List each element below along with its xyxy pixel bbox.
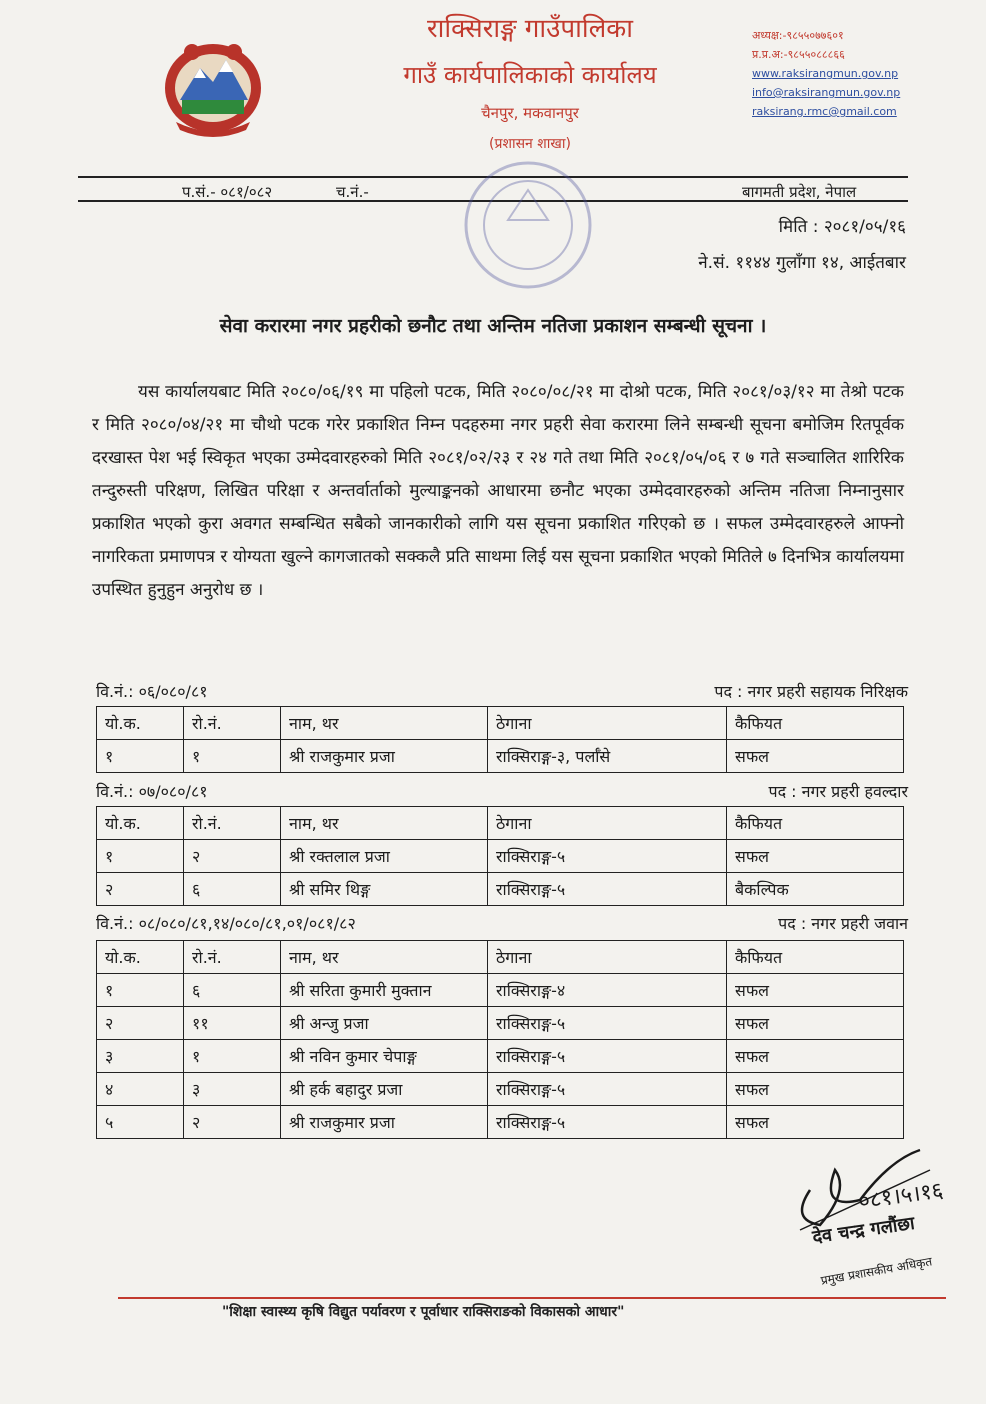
- results-table-1: [96, 706, 904, 773]
- cell-address: राक्सिराङ्ग-५: [488, 873, 727, 906]
- cell-serial: ५: [97, 1106, 184, 1139]
- section-name: (प्रशासन शाखा): [489, 136, 571, 152]
- cell-roll: ६: [184, 873, 281, 906]
- col-roll: रो.नं.: [184, 941, 281, 974]
- signature-date: ०८१।५।१६: [856, 1178, 945, 1215]
- cell-serial: ३: [97, 1040, 184, 1073]
- col-serial: यो.क.: [97, 807, 184, 840]
- chair-phone: अध्यक्ष:-९८५५०७७६०१: [752, 29, 844, 42]
- col-remarks: कैफियत: [727, 707, 904, 740]
- col-serial: यो.क.: [97, 707, 184, 740]
- office-header: [330, 10, 730, 154]
- municipality-name: राक्सिराङ्ग गाउँपालिका: [427, 14, 633, 44]
- nepal-sambat-date: ने.सं. ११४४ गुलाँगा १४, आईतबार: [698, 253, 906, 273]
- col-remarks: कैफियत: [727, 807, 904, 840]
- notice-subject: सेवा करारमा नगर प्रहरीको छनौट तथा अन्तिम नतिजा प्रकाशन सम्बन्धी सूचना ।: [219, 315, 767, 337]
- cell-serial: १: [97, 840, 184, 873]
- cell-name: श्री सरिता कुमारी मुक्तान: [281, 974, 488, 1007]
- table-row: [97, 1073, 904, 1106]
- cell-serial: २: [97, 1007, 184, 1040]
- footer-rule: [118, 1297, 946, 1299]
- cell-address: राक्सिराङ्ग-५: [488, 1106, 727, 1139]
- email-link-gmail[interactable]: raksirang.rmc@gmail.com: [752, 105, 897, 118]
- cell-address: राक्सिराङ्ग-५: [488, 840, 727, 873]
- table-row: [97, 974, 904, 1007]
- col-name: नाम, थर: [281, 807, 488, 840]
- table-row: [97, 1040, 904, 1073]
- table-header-row: [97, 707, 904, 740]
- cell-address: राक्सिराङ्ग-३, पर्लाँसे: [488, 740, 727, 773]
- cell-remarks: सफल: [727, 840, 904, 873]
- table-header-row: [97, 807, 904, 840]
- cell-name: श्री अन्जु प्रजा: [281, 1007, 488, 1040]
- col-address: ठेगाना: [488, 941, 727, 974]
- cell-remarks: सफल: [727, 1040, 904, 1073]
- col-name: नाम, थर: [281, 941, 488, 974]
- cell-address: राक्सिराङ्ग-४: [488, 974, 727, 1007]
- cell-name: श्री रक्तलाल प्रजा: [281, 840, 488, 873]
- cao-phone: प्र.प्र.अ:-९८५५०८८८६६: [752, 48, 845, 61]
- col-roll: रो.नं.: [184, 807, 281, 840]
- col-remarks: कैफियत: [727, 941, 904, 974]
- cell-remarks: सफल: [727, 974, 904, 1007]
- contact-block: [752, 26, 952, 121]
- cell-remarks: सफल: [727, 1073, 904, 1106]
- office-stamp-icon: [448, 150, 608, 300]
- vin-number: वि.नं.: ०८/०८०/८१,१४/०८०/८१,०१/०८१/८२: [96, 914, 356, 933]
- office-address: चैनपुर, मकवानपुर: [481, 104, 579, 122]
- post-name: पद : नगर प्रहरी जवान: [778, 914, 908, 933]
- cell-serial: २: [97, 873, 184, 906]
- signatory-name: देव चन्द्र गलौंछा: [811, 1212, 916, 1249]
- col-name: नाम, थर: [281, 707, 488, 740]
- col-address: ठेगाना: [488, 707, 727, 740]
- cell-roll: ११: [184, 1007, 281, 1040]
- signatory-title: प्रमुख प्रशासकीय अधिकृत: [819, 1254, 934, 1288]
- cell-serial: १: [97, 740, 184, 773]
- post-name: पद : नगर प्रहरी हवल्दार: [768, 782, 908, 801]
- notice-body: यस कार्यालयबाट मिति २०८०/०६/१९ मा पहिलो पटक, मिति २०८०/०८/२१ मा दोश्रो पटक, मिति २०८१/०३/१२ मा तेश्रो पटक र मिति २०८०/०४/२१ मा चौथो पटक गरेर प्रकाशित निम्न पदहरुमा नगर प्रहरी सेवा करारमा लिने सम्बन्धी सूचना बमोजिम रितपूर्वक दरखास्त पेश भई स्विकृत भएका उम्मेदवारहरुको मिति २०८१/०२/२३ र २४ गते तथा मिति २०८१/०५/०६ र ७ गते सञ्चालित शारिरिक तन्दुरुस्ती परिक्षण, लिखित परिक्षा र अन्तर्वार्ताको मुल्याङ्कनको आधारमा छनौट भएका उम्मेदवारहरुको अन्तिम नतिजा निम्नानुसार प्रकाशित भएको कुरा अवगत सम्बन्धित सबैको जानकारीको लागि यस सूचना प्रकाशित गरिएको छ । सफल उम्मेदवारहरुले आफ्नो नागरिकता प्रमाणपत्र र योग्यता खुल्ने कागजातको सक्कलै प्रति साथमा लिई यस सूचना प्रकाशित भएको मितिले ७ दिनभित्र कार्यालयमा उपस्थित हुनुहुन अनुरोध छ ।: [92, 382, 904, 600]
- issue-date: मिति : २०८१/०५/१६: [778, 217, 906, 237]
- col-roll: रो.नं.: [184, 707, 281, 740]
- office-name: गाउँ कार्यपालिकाको कार्यालय: [403, 61, 657, 89]
- cell-address: राक्सिराङ्ग-५: [488, 1007, 727, 1040]
- cell-serial: १: [97, 974, 184, 1007]
- cell-name: श्री राजकुमार प्रजा: [281, 740, 488, 773]
- table-row: [97, 840, 904, 873]
- email-link-info[interactable]: info@raksirangmun.gov.np: [752, 86, 901, 99]
- cell-roll: १: [184, 1040, 281, 1073]
- cell-serial: ४: [97, 1073, 184, 1106]
- cell-remarks: सफल: [727, 1007, 904, 1040]
- post-name: पद : नगर प्रहरी सहायक निरिक्षक: [714, 682, 908, 701]
- col-address: ठेगाना: [488, 807, 727, 840]
- vin-number: वि.नं.: ०६/०८०/८१: [96, 682, 208, 701]
- table-row: [97, 1007, 904, 1040]
- cell-name: श्री हर्क बहादुर प्रजा: [281, 1073, 488, 1106]
- nepal-emblem-icon: [158, 30, 268, 140]
- vin-number: वि.नं.: ०७/०८०/८१: [96, 782, 208, 801]
- cell-name: श्री समिर थिङ्ग: [281, 873, 488, 906]
- cell-roll: ६: [184, 974, 281, 1007]
- cell-roll: २: [184, 1106, 281, 1139]
- footer-motto: "शिक्षा स्वास्थ्य कृषि विद्युत पर्यावरण र पूर्वाधार राक्सिराङको विकासको आधार": [222, 1304, 625, 1320]
- province-label: बागमती प्रदेश, नेपाल: [742, 183, 857, 201]
- cell-name: श्री राजकुमार प्रजा: [281, 1106, 488, 1139]
- cell-roll: २: [184, 840, 281, 873]
- cell-remarks: सफल: [727, 1106, 904, 1139]
- table-row: [97, 873, 904, 906]
- results-table-3: [96, 940, 904, 1139]
- cn-number: च.नं.-: [336, 183, 369, 201]
- table-header-row: [97, 941, 904, 974]
- cell-remarks: बैकल्पिक: [727, 873, 904, 906]
- col-serial: यो.क.: [97, 941, 184, 974]
- results-table-2: [96, 806, 904, 906]
- cell-address: राक्सिराङ्ग-५: [488, 1040, 727, 1073]
- cell-roll: १: [184, 740, 281, 773]
- cell-address: राक्सिराङ्ग-५: [488, 1073, 727, 1106]
- cell-remarks: सफल: [727, 740, 904, 773]
- table-row: [97, 740, 904, 773]
- ps-number: प.सं.- ०८१/०८२: [182, 183, 273, 201]
- cell-roll: ३: [184, 1073, 281, 1106]
- website-link[interactable]: www.raksirangmun.gov.np: [752, 67, 899, 80]
- cell-name: श्री नविन कुमार चेपाङ्ग: [281, 1040, 488, 1073]
